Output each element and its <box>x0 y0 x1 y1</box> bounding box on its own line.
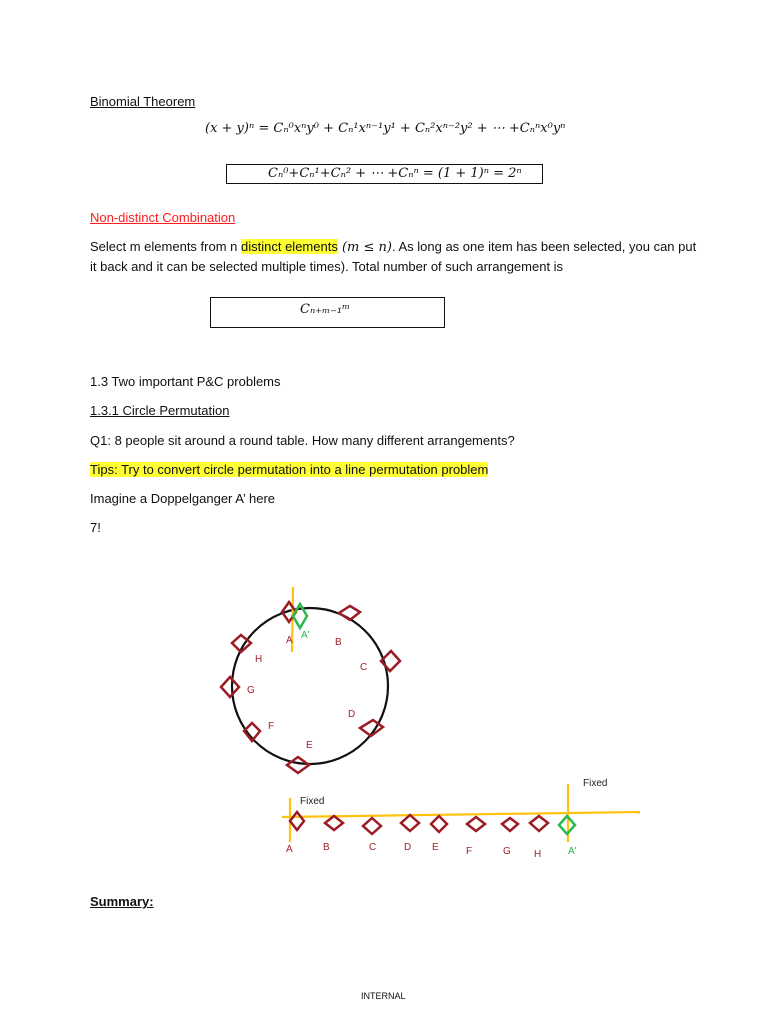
line-label-e: E <box>432 842 439 853</box>
line-diamond-b <box>325 816 343 830</box>
line-diamond-f <box>467 817 485 831</box>
question-q1: Q1: 8 people sit around a round table. How many different arrangements? <box>90 433 515 448</box>
line-diamond-h <box>530 816 548 831</box>
fixed-label-left: Fixed <box>300 796 325 807</box>
line-label-a: A <box>286 844 293 855</box>
circle-label-e: E <box>306 740 313 751</box>
heading-non-distinct-combination: Non-distinct Combination <box>90 210 236 225</box>
combination-formula: Cₙ₊ₘ₋₁ᵐ <box>300 302 351 317</box>
line-diamond-e <box>431 816 447 832</box>
circle-label-c: C <box>360 662 368 673</box>
paragraph-select-line1 <box>90 239 696 255</box>
circle-label-a-prime: A' <box>301 630 310 641</box>
line-label-h: H <box>534 849 542 860</box>
binomial-formula: (x + y)ⁿ = Cₙ⁰xⁿy⁰ + Cₙ¹xⁿ⁻¹y¹ + Cₙ²xⁿ⁻²y² + ⋯ +Cₙⁿx⁰yⁿ <box>205 121 566 136</box>
circle-label-b: B <box>335 637 342 648</box>
line-diamond-c <box>363 818 381 834</box>
section-title: 1.3 Two important P&C problems <box>90 374 281 389</box>
line-label-g: G <box>503 846 511 857</box>
line-diamond-g <box>502 818 518 831</box>
circle-label-f: F <box>268 721 275 732</box>
line-group <box>282 778 640 860</box>
diamond-e <box>287 757 309 773</box>
fixed-label-right: Fixed <box>583 778 608 789</box>
summary-heading: Summary: <box>90 894 154 909</box>
paragraph-select-line2: it back and it can be selected multiple times). Total number of such arrangement is <box>90 259 564 274</box>
line-label-b: B <box>323 842 330 853</box>
footer-internal: INTERNAL <box>361 991 406 1001</box>
math-m-le-n: (m ≤ n) <box>337 240 392 255</box>
highlight-distinct-elements: distinct elements <box>241 239 338 254</box>
circle-label-a: A <box>286 635 293 646</box>
circle-permutation-diagram <box>0 560 768 880</box>
answer-7-factorial: 7! <box>90 520 101 535</box>
line-label-c: C <box>369 842 377 853</box>
circle-label-d: D <box>348 709 356 720</box>
circle-label-h: H <box>255 654 263 665</box>
text-select-pre: Select m elements from n <box>90 239 241 254</box>
circle-group <box>221 587 400 773</box>
imagine-doppelganger: Imagine a Doppelganger A’ here <box>90 491 276 506</box>
diamond-g <box>221 677 239 697</box>
line-diamond-a <box>290 812 304 830</box>
line-label-f: F <box>466 846 473 857</box>
subsection-title: 1.3.1 Circle Permutation <box>90 403 230 418</box>
line-diamond-d <box>401 815 419 831</box>
circle-label-g: G <box>247 685 255 696</box>
line-label-a-prime: A' <box>568 846 577 857</box>
sum-formula: Cₙ⁰+Cₙ¹+Cₙ² + ⋯ +Cₙⁿ = (1 + 1)ⁿ = 2ⁿ <box>268 166 522 181</box>
heading-binomial-theorem: Binomial Theorem <box>90 94 196 109</box>
text-select-post: . As long as one item has been selected, you can put <box>391 239 697 254</box>
line-label-d: D <box>404 842 412 853</box>
tips-highlight: Tips: Try to convert circle permutation into a line permutation problem <box>90 462 489 477</box>
